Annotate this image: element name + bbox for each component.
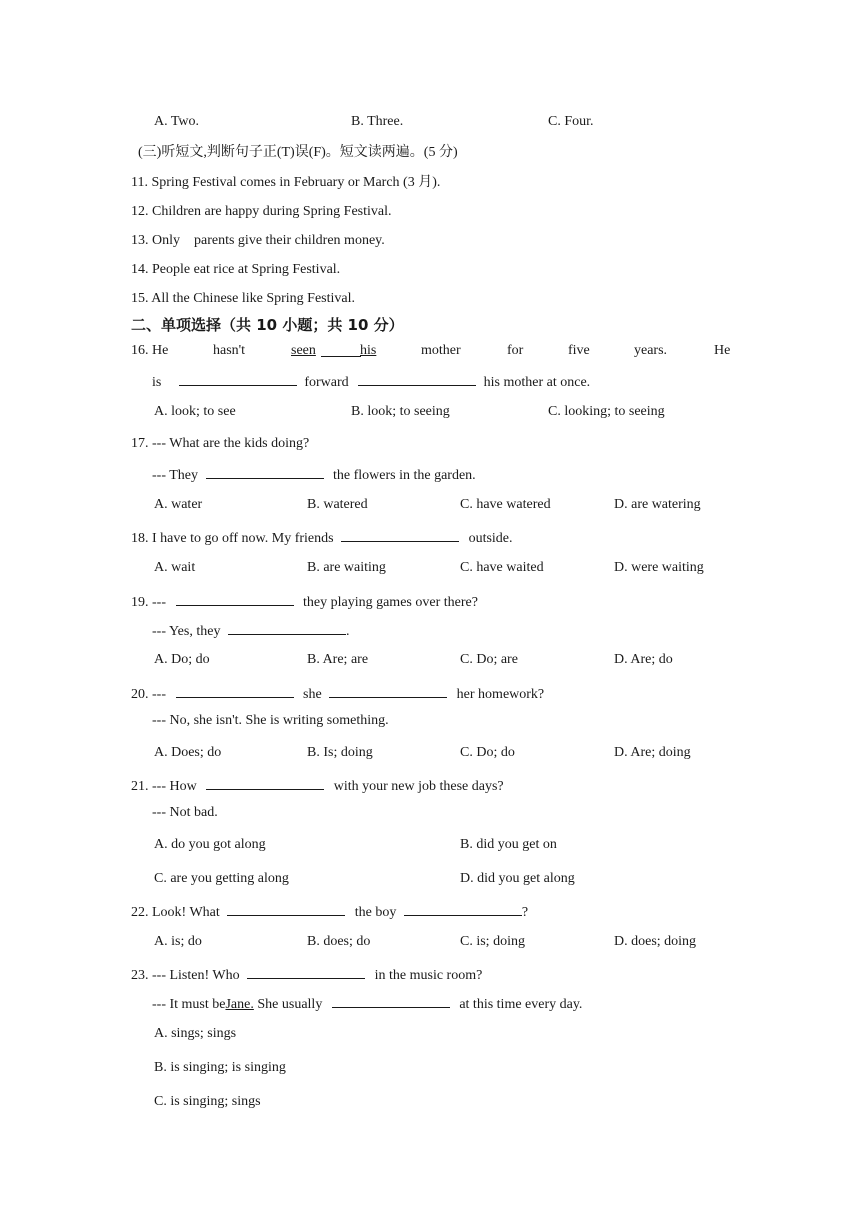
option-a: A. look; to see: [154, 404, 236, 419]
option-a: A. Two.: [154, 114, 200, 129]
q19-text: 19. ---: [131, 595, 166, 610]
option-d: D. Are; do: [614, 652, 673, 667]
option-c: C. Do; do: [460, 745, 515, 760]
q20-text: 20. ---: [131, 687, 166, 702]
option-d: D. does; doing: [614, 934, 697, 949]
option-d: D. did you get along: [460, 871, 575, 886]
q16-line2: [152, 371, 590, 392]
q16-word: years.: [634, 343, 668, 358]
option-b: B. watered: [307, 497, 368, 512]
q18-text: 18. I have to go off now. My friends: [131, 531, 334, 546]
answer-blank[interactable]: [228, 620, 346, 635]
q16-word: He: [714, 343, 731, 358]
option-a: A. water: [154, 497, 203, 512]
section2-heading: 二、单项选择（共 10 小题；共 10 分）: [131, 316, 404, 334]
q22-text: ?: [521, 905, 529, 920]
option-a: A. do you got along: [154, 837, 266, 852]
option-b: B. Is; doing: [307, 745, 373, 760]
q16-underline-gap: [321, 342, 361, 357]
statement-11: 11. Spring Festival comes in February or March (3 月).: [131, 175, 441, 190]
option-a: A. sings; sings: [154, 1026, 237, 1041]
q16-word-underlined: seen: [291, 343, 316, 358]
answer-blank[interactable]: [329, 683, 447, 698]
option-c: C. have watered: [460, 497, 551, 512]
q19-prompt: [131, 591, 478, 612]
option-c: C. have waited: [460, 560, 544, 575]
q18-text: outside.: [468, 531, 513, 546]
option-a: A. wait: [154, 560, 196, 575]
answer-blank[interactable]: [176, 591, 294, 606]
q23-response: [152, 993, 582, 1014]
option-b: B. does; do: [307, 934, 371, 949]
answer-blank[interactable]: [176, 683, 294, 698]
q23-text: --- It must be: [152, 997, 226, 1012]
q23-underlined-name: Jane.: [225, 997, 254, 1012]
q23-text: She usually: [257, 997, 323, 1012]
option-a: A. is; do: [154, 934, 202, 949]
q20-text: she: [303, 687, 322, 702]
q23-text: in the music room?: [374, 968, 483, 983]
q16-text: is: [152, 375, 162, 390]
answer-blank[interactable]: [404, 901, 522, 916]
q21-text: with your new job these days?: [333, 779, 504, 794]
q16-text: his mother at once.: [483, 375, 591, 390]
q16-word: five: [568, 343, 590, 358]
option-a: A. Does; do: [154, 745, 222, 760]
q19-text: they playing games over there?: [303, 595, 478, 610]
q22-prompt: [131, 901, 528, 922]
q23-text: 23. --- Listen! Who: [131, 968, 240, 983]
q19-response: [152, 620, 349, 641]
option-c: C. are you getting along: [154, 871, 289, 886]
q17-prompt: 17. --- What are the kids doing?: [131, 436, 310, 451]
option-d: D. are watering: [614, 497, 701, 512]
q17-text: --- They: [152, 468, 198, 483]
statement-13: 13. Only parents give their children money.: [131, 233, 385, 248]
q20-text: her homework?: [456, 687, 545, 702]
option-b: B. is singing; is singing: [154, 1060, 286, 1075]
q22-text: 22. Look! What: [131, 905, 220, 920]
option-c: C. looking; to seeing: [548, 404, 665, 419]
q16-word: hasn't: [213, 343, 246, 358]
q23-text: at this time every day.: [459, 997, 583, 1012]
option-c: C. is singing; sings: [154, 1094, 261, 1109]
option-c: C. Four.: [548, 114, 594, 129]
option-b: B. Are; are: [307, 652, 369, 667]
q18-prompt: [131, 527, 513, 548]
q16-word-underlined: his: [360, 343, 377, 358]
q20-prompt: [131, 683, 544, 704]
answer-blank[interactable]: [332, 993, 450, 1008]
statement-15: 15. All the Chinese like Spring Festival.: [131, 291, 355, 306]
option-a: A. Do; do: [154, 652, 210, 667]
option-c: C. is; doing: [460, 934, 525, 949]
q23-prompt: [131, 964, 482, 985]
statement-12: 12. Children are happy during Spring Festival.: [131, 204, 392, 219]
q21-response: --- Not bad.: [152, 805, 218, 820]
answer-blank[interactable]: [227, 901, 345, 916]
answer-blank[interactable]: [358, 371, 476, 386]
q21-text: 21. --- How: [131, 779, 197, 794]
answer-blank[interactable]: [341, 527, 459, 542]
answer-blank[interactable]: [206, 775, 324, 790]
q17-response: [152, 464, 476, 485]
q16-text: forward: [304, 375, 349, 390]
option-b: B. are waiting: [307, 560, 386, 575]
q20-response: --- No, she isn't. She is writing something.: [152, 713, 389, 728]
q16-word: 16. He: [131, 343, 169, 358]
q16-word: mother: [421, 343, 461, 358]
option-b: B. Three.: [351, 114, 404, 129]
q22-text: the boy: [354, 905, 397, 920]
option-b: B. did you get on: [460, 837, 557, 852]
q19-text: .: [345, 624, 350, 639]
section3-instructions: (三)听短文,判断句子正(T)误(F)。短文读两遍。(5 分): [138, 145, 458, 160]
statement-14: 14. People eat rice at Spring Festival.: [131, 262, 341, 277]
q21-prompt: [131, 775, 504, 796]
answer-blank[interactable]: [206, 464, 324, 479]
answer-blank[interactable]: [179, 371, 297, 386]
q17-text: the flowers in the garden.: [333, 468, 476, 483]
option-d: D. Are; doing: [614, 745, 691, 760]
answer-blank[interactable]: [247, 964, 365, 979]
q16-word: for: [507, 343, 524, 358]
option-d: D. were waiting: [614, 560, 704, 575]
option-c: C. Do; are: [460, 652, 518, 667]
option-b: B. look; to seeing: [351, 404, 450, 419]
q19-text: --- Yes, they: [152, 624, 221, 639]
